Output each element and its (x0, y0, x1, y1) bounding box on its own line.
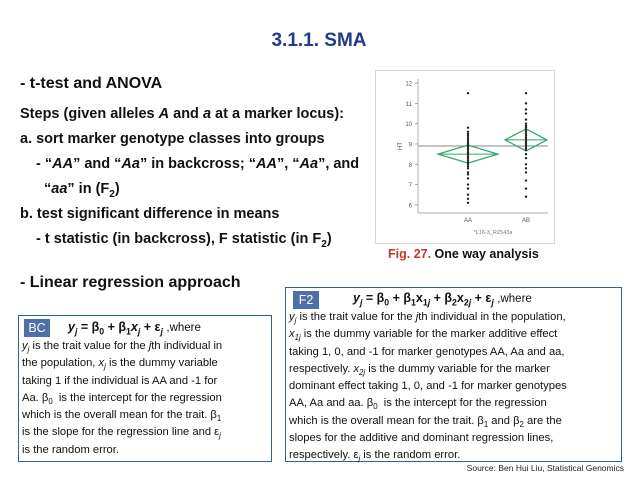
scatter-chart (376, 71, 554, 243)
steps-line (20, 106, 344, 122)
point-AA (467, 183, 469, 185)
point-AB (525, 112, 527, 114)
point-AA (467, 92, 469, 94)
point-AB (525, 102, 527, 104)
point-AA (467, 177, 469, 179)
x-tick-label: AB (521, 218, 531, 224)
bc-description (22, 338, 270, 459)
point-AB (525, 92, 527, 94)
bc-line: $y_j$ is the trait value for the jth individual in (22, 340, 223, 355)
x-axis-title: *L16-3_RZ543a (473, 230, 513, 236)
f2-line: respectively. $\varepsilon_j$ is the random error. (289, 449, 461, 464)
point-AA (467, 202, 469, 204)
step-a-detail-2: “aa” in $(F_2)$ (44, 181, 120, 200)
point-AB (525, 179, 527, 181)
y-tick-label: 12 (405, 81, 412, 88)
one-way-analysis-plot (375, 70, 555, 244)
f2-line: which is the overall mean for the trait. $\beta_1$ and $\beta_2$ are the (289, 414, 562, 430)
point-AB (525, 157, 527, 159)
point-AB (525, 153, 527, 155)
y-tick-label: 11 (405, 101, 412, 108)
bc-line: is the slope for the regression line and $\varepsilon_j$ (22, 426, 221, 441)
point-AB (525, 196, 527, 198)
source-note: Source: Ben Hui Liu, Statistical Genomics (466, 463, 624, 473)
step-a-detail-1: - “AA” and “Aa” in backcross; “AA”, “Aa”, and (36, 156, 360, 172)
bc-line: is the random error. (22, 443, 119, 456)
heading-ttest: - t-test and ANOVA (20, 75, 163, 92)
y-tick-label: 8 (408, 162, 412, 169)
point-AB (525, 108, 527, 110)
steps-intro: Steps (given alleles A and a at a marker locus): (20, 106, 345, 122)
f2-description (289, 309, 619, 465)
caption-label: Fig. 27. (388, 247, 432, 261)
f2-line: dominant effect taking 1, 0, and -1 for marker genotypes (289, 380, 567, 393)
y-tick-label: 9 (408, 142, 412, 149)
point-AB (525, 163, 527, 165)
point-AB (525, 167, 527, 169)
f2-line: $x_{1j}$ is the dummy variable for the marker additive effect (289, 328, 558, 343)
figure-caption (388, 247, 539, 261)
bc-line: the population, $x_j$ is the dummy variable (22, 357, 218, 372)
f2-line: AA, Aa and aa. $\beta_0$ is the intercept for the regression (289, 397, 547, 412)
bc-line: Aa. $\beta_0$ is the intercept for the regression (22, 391, 222, 407)
slide-title: 3.1.1. SMA (271, 30, 367, 51)
bc-line: which is the overall mean for the trait. $\beta_1$ (22, 409, 222, 424)
y-tick-label: 10 (405, 122, 412, 129)
f2-equation: $y_j = \beta_0 + \beta_1x_{1j} + \beta_2x_{2j} + \varepsilon_j$ ,where (353, 291, 532, 308)
point-AA (467, 194, 469, 196)
step-b: b. test significant difference in means (20, 206, 280, 222)
f2-line: $y_j$ is the trait value for the jth individual in the population, (289, 311, 566, 326)
y-tick-label: 7 (408, 183, 412, 190)
f2-line: taking 1, 0, and -1 for marker genotypes AA, Aa and aa, (289, 345, 565, 358)
step-b-detail: - t statistic (in backcross), F statistic (in $F_2$) (36, 231, 332, 250)
point-AA (467, 167, 469, 169)
y-axis-label: HT (398, 142, 404, 150)
point-AB (525, 187, 527, 189)
point-AB (525, 149, 527, 151)
step-a: a. sort marker genotype classes into groups (20, 131, 325, 147)
point-AB (525, 118, 527, 120)
point-AA (467, 127, 469, 129)
heading-regression: - Linear regression approach (20, 274, 241, 291)
point-AA (467, 173, 469, 175)
y-tick-label: 6 (408, 203, 412, 210)
bc-tag: BC (24, 319, 50, 337)
f2-line: respectively. $x_{2j}$ is the dummy variable for the marker (289, 362, 550, 378)
point-AA (467, 187, 469, 189)
caption-text: One way analysis (431, 247, 539, 261)
x-tick-label: AA (463, 218, 473, 224)
bc-equation: $y_j = \beta_0 + \beta_1x_j + \varepsilon_j$ ,where (68, 320, 201, 337)
point-AA (467, 198, 469, 200)
point-AB (525, 171, 527, 173)
bc-line: taking 1 if the individual is AA and -1 for (22, 374, 218, 387)
f2-tag: F2 (293, 291, 319, 309)
f2-line: slopes for the additive and dominant regression lines, (289, 432, 554, 445)
